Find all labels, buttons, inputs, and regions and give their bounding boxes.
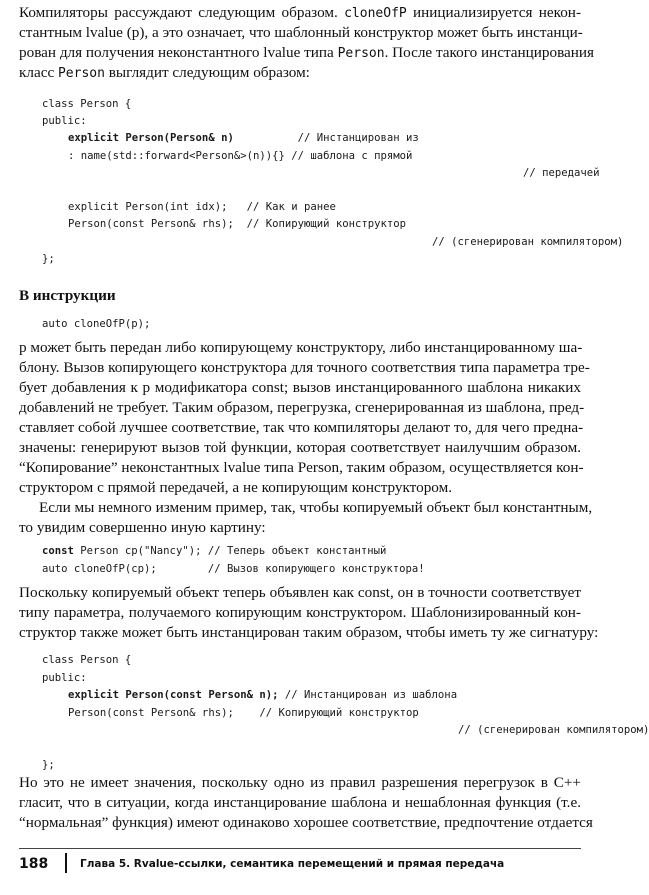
para4-line: Поскольку копируемый объект теперь объявлен как const, он в точности соответствует: [19, 584, 581, 601]
para4-line: структор также может быть инстанцирован таким образом, чтобы иметь ту же сигнатуру:: [19, 624, 599, 641]
code-line: const Person cp("Nancy"); // Теперь объект константный: [42, 545, 387, 557]
code-line: explicit Person(Person& n) // Инстанцирован из: [68, 132, 419, 145]
para3-line: то увидим совершенно иную картину:: [19, 519, 266, 536]
running-footer: Глава 5. Rvalue-ссылки, семантика перемещений и прямая передача: [80, 858, 505, 870]
para3-line: Если мы немного изменим пример, так, чтобы копируемый объект был константным,: [39, 499, 593, 516]
code-line: Person(const Person& rhs); // Копирующий конструктор: [68, 706, 419, 719]
code-line: explicit Person(const Person& n); // Инстанцирован из шаблона: [68, 689, 458, 701]
page-number: 188: [19, 856, 49, 872]
para2-line: p может быть передан либо копирующему конструктору, либо инстанцированному ша-: [19, 339, 583, 356]
para1-line1: Компиляторы рассуждают следующим образом. cloneOfP инициализируется некон-: [19, 4, 581, 21]
para2-line: структором с прямой передачей, а не копирующим конструктором.: [19, 479, 453, 496]
code-line: Person(const Person& rhs); // Копирующий конструктор: [68, 218, 407, 231]
code-line: public:: [42, 115, 87, 128]
code-line-clone: auto cloneOfP(p);: [42, 318, 151, 330]
para1-line2: стантным lvalue (p), а это означает, что шаблонный конструктор может быть инстанци-: [19, 24, 583, 41]
code-line: };: [42, 252, 55, 265]
code-line: // (сгенерирован компилятором): [458, 724, 649, 736]
para2-line: добавлений не требует. Таким образом, перегрузка, сгенерированная из шаблона, пред-: [19, 399, 585, 416]
footer-rule: [19, 848, 581, 849]
code-line: explicit Person(int idx); // Как и ранее: [68, 201, 336, 214]
para2-line: бует добавления к p модификатора const; вызов инстанцированного шаблона никаких: [19, 379, 581, 396]
code-line: public:: [42, 671, 87, 684]
footer-divider: [65, 853, 67, 873]
para2-line: блону. Вызов копирующего конструктора для точного соответствия типа параметра тре-: [19, 359, 590, 376]
code-line: : name(std::forward<Person&>(n)){} // шаблона с прямой: [68, 149, 413, 162]
para5-line: “нормальная” функция) имеют одинаково хорошее соответствие, предпочтение отдается: [19, 814, 593, 831]
para2-line: значены: генерируют вызов той функции, которая соответствует наилучшим образом.: [19, 439, 581, 456]
section-label-instruction: В инструкции: [19, 287, 116, 304]
code-line: };: [42, 759, 55, 771]
para1-line3: рован для получения неконстантного lvalue типа Person. После такого инстанцирования: [19, 44, 595, 61]
code-line: class Person {: [42, 654, 132, 666]
code-line: // передачей: [523, 166, 600, 179]
para5-line: гласит, что в ситуации, когда инстанцирование шаблона и нешаблонная функция (т.е.: [19, 794, 581, 811]
code-line: class Person {: [42, 98, 132, 110]
para2-line: ставляет собой лучшее соответствие, так что компиляторы делают то, для чего предна-: [19, 419, 584, 436]
para5-line: Но это не имеет значения, поскольку одно из правил разрешения перегрузок в C++: [19, 774, 581, 791]
para1-line4: класс Person выглядит следующим образом:: [19, 64, 310, 81]
code-line: auto cloneOfP(cp); // Вызов копирующего конструктора!: [42, 562, 425, 575]
code-line: // (сгенерирован компилятором): [432, 235, 624, 248]
para2-line: “Копирование” неконстантных lvalue типа Person, таким образом, осуществляется кон-: [19, 459, 584, 476]
para4-line: типу параметра, получаемого копирующим конструктором. Шаблонизированный кон-: [19, 604, 581, 621]
